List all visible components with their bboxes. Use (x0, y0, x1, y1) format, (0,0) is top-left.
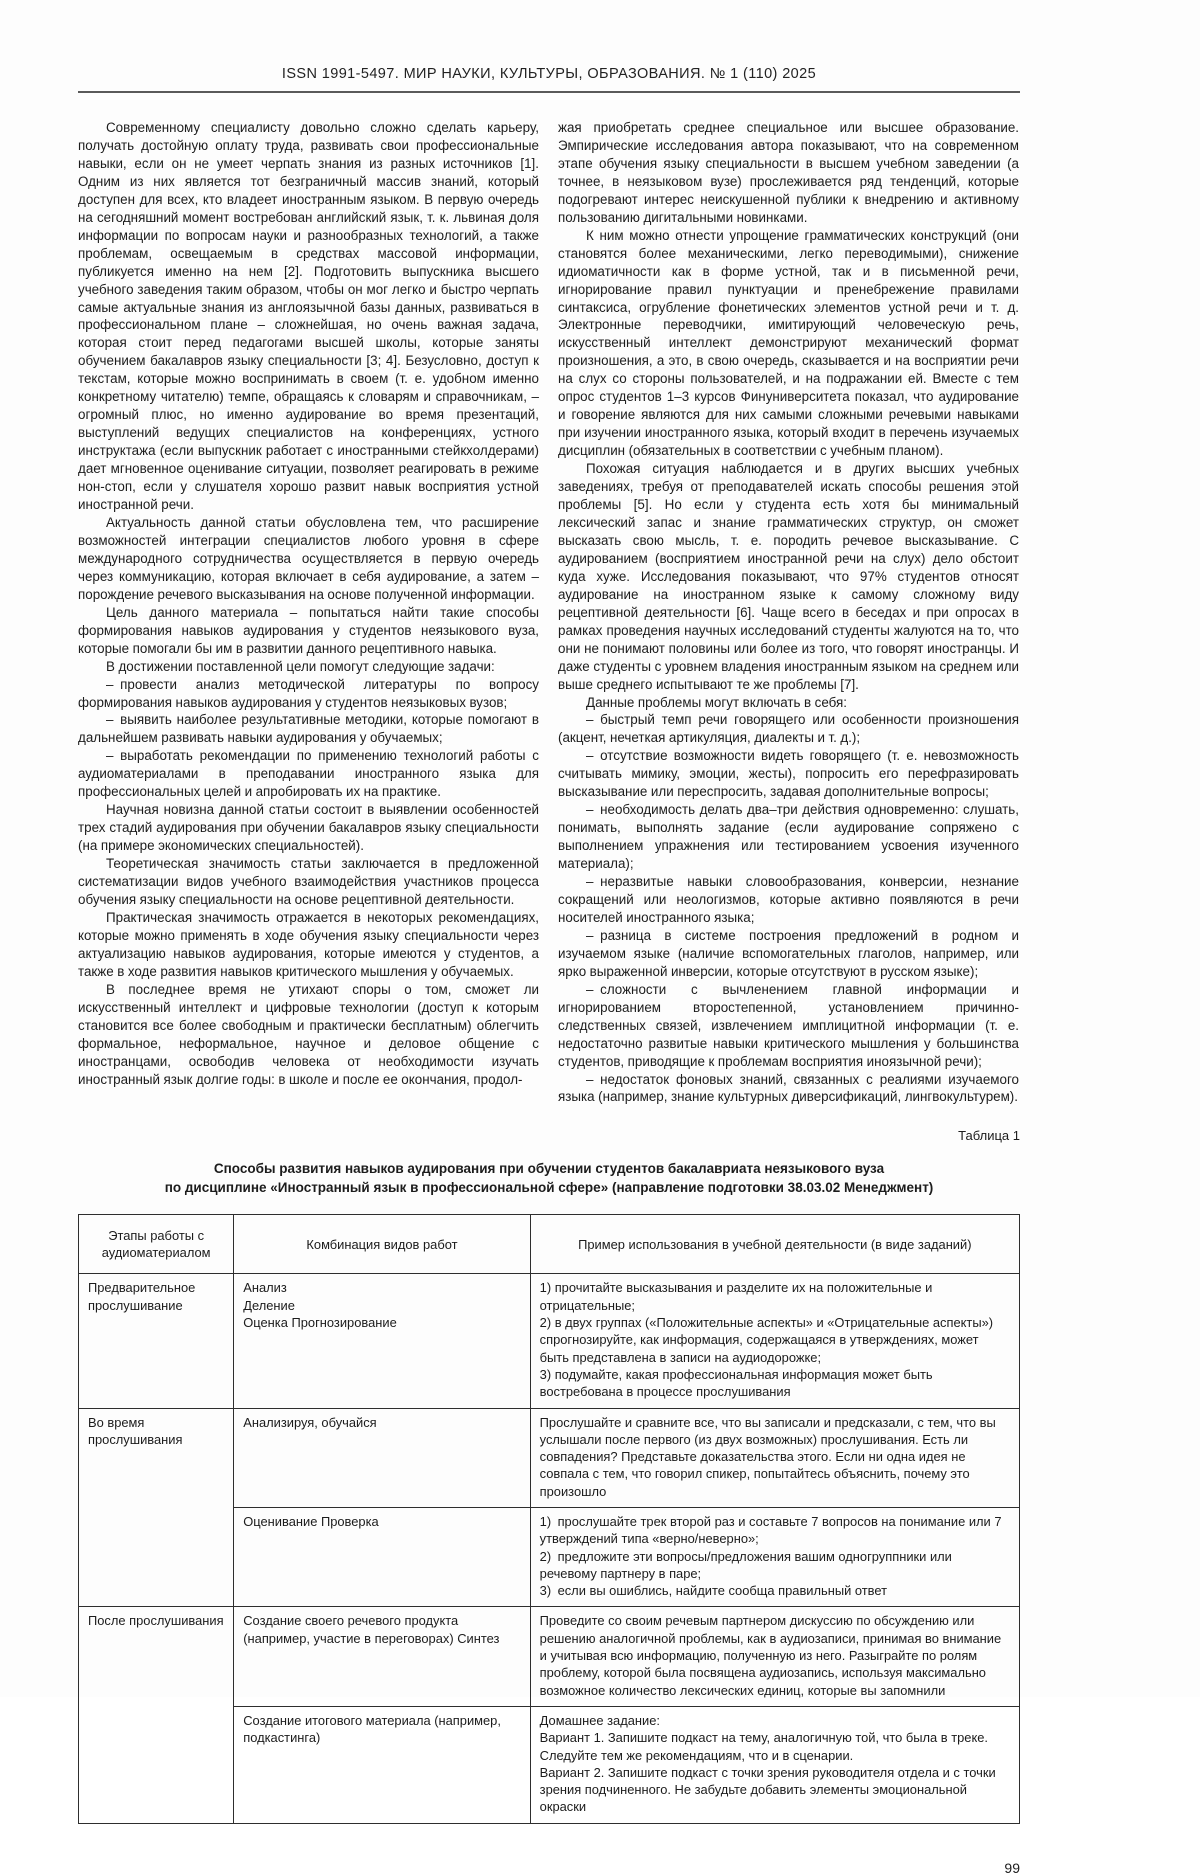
paragraph: К ним можно отнести упрощение грамматических конструкций (они становятся более механическими, легко переводимыми), снижение идиоматичности как в форме устной, так и в письменной речи, игнорирование правил пунктуации и пренебрежение правилами синтаксиса, огрубление фонетических элементов устной речи и т. д. Электронные переводчики, имитирующий человеческую речь, искусственный интеллект демонстрируют механический формат произношения, а это, в свою очередь, сказывается и на восприятии речи на слух со стороны пользователей, и на подражании ей. Вместе с тем опрос студентов 1–3 курсов Финуниверситета показал, что аудирование и говорение являются для них самыми сложными речевыми навыками при изучении иностранного языка, который входит в перечень изучаемых дисциплин (обязательных в соответствии с учебным планом). (558, 227, 1019, 459)
list-item-dash: – сложности с вычленением главной информации и игнорированием второстепенной, установлением причинно-следственных связей, извлечением имплицитной информации (т. е. недостаточно развитые навыки критического мышления у большинства студентов, приводящие к проблемам восприятия иноязычной речи); (558, 981, 1019, 1069)
paragraph: Похожая ситуация наблюдается и в других высших учебных заведениях, требуя от преподавателей искать способы решения этой проблемы [5]. Но если у студента есть хотя бы минимальный лексический запас и знание грамматических структур, он сможет высказать свою мысль, т. е. породить речевое высказывание. С аудированием (восприятием иностранной речи на слух) дело обстоит куда хуже. Исследования показывают, что 97% студентов относят аудирование на иностранном языке к самому сложному виду рецептивной деятельности [6]. Чаще всего в беседах и при опросах в рамках проведения научных исследований студенты жалуются на то, что они не понимают половины или более из того, что говорят иностранцы. И даже студенты с уровнем владения иностранным языком на среднем или выше среднего испытывают те же проблемы [7]. (558, 461, 1019, 692)
cell-stage: После прослушивания (79, 1607, 234, 1823)
methods-table (78, 1214, 1020, 1823)
list-item-dash: – отсутствие возможности видеть говорящего (т. е. невозможность считывать мимику, эмоции, жесты), попросить его перефразировать высказывание или переспросить, задавая дополнительные вопросы; (558, 748, 1019, 800)
table-label: Таблица 1 (958, 1128, 1020, 1144)
cell-combination: Создание итогового материала (например, подкастинга) (234, 1706, 530, 1823)
paragraph: В последнее время не утихают споры о том, сможет ли искусственный интеллект и цифровые технологии (доступ к которым становится все более свободным и практически бесплатным) облегчить формальное, неформальное, научное и деловое общение с иностранцами, освободив человека от необходимости изучать иностранный язык долгие годы: в школе и после ее окончания, продол- (78, 981, 539, 1087)
header-rule (78, 91, 1020, 93)
cell-stage: Предварительное прослушивание (79, 1274, 234, 1408)
journal-header: ISSN 1991-5497. МИР НАУКИ, КУЛЬТУРЫ, ОБРАЗОВАНИЯ. № 1 (110) 2025 (281, 66, 817, 82)
cell-example: 1) прослушайте трек второй раз и составьте 7 вопросов на понимание или 7 утверждений типа «верно/неверно»; 2) предложите эти вопросы/предложения вашим одногруппники или речевому партнеру в паре; 3) если вы ошиблись, найдите сообща правильный ответ (530, 1507, 1019, 1606)
cell-example: 1) прочитайте высказывания и разделите их на положительные и отрицательные; 2) в двух группах («Положительные аспекты» и «Отрицательные аспекты») спрогнозируйте, как информация, содержащаяся в утверждениях, может быть представлена в записи на аудиодорожке; 3) подумайте, какая профессиональная информация может быть востребована в процессе прослушивания (530, 1274, 1019, 1408)
paragraph: В достижении поставленной цели помогут следующие задачи: (106, 658, 495, 674)
list-item-dash: – выработать рекомендации по применению технологий работы с аудиоматериалами в преподавании иностранного языка для профессиональных целей и апробировать их на практике. (78, 748, 539, 800)
paragraph: Современному специалисту довольно сложно сделать карьеру, получать достойную оплату труда, развивать свои профессиональные навыки, если он не умеет черпать знания из разных источников [1]. Одним из них является тот безграничный массив знаний, который доступен для всех, кто владеет иностранным языком. В первую очередь на сегодняшний момент востребован английский язык, т. к. львиная доля информации по вопросам науки и разнообразных технологий, а также проблемам, освещаемым в средствах массовой информации, публикуется именно на нем [2]. Подготовить выпускника высшего учебного заведения таким образом, чтобы он мог легко и быстро черпать самые актуальные знания из англоязычной базы данных, развиваться в профессиональном плане – сложнейшая, но очень важная задача, которая стоит перед педагогами высшей школы, которые заняты обучением бакалавров языку специальности [3; 4]. Безусловно, доступ к текстам, которые можно воспринимать в своем (т. е. удобном именно конкретному читателю) темпе, обращаясь к словарям и справочникам, – огромный плюс, но именно аудирование во время презентаций, выступлений ведущих специалистов на конференциях, устного инструктажа (если выпускник работает с иностранными стейкхолдерами) дает мгновенное оценивание ситуации, позволяет реагировать в режиме нон-стоп, если у слушателя хорошо развит навык восприятия устной иностранной речи. (78, 120, 539, 513)
paragraph: Цель данного материала – попытаться найти такие способы формирования навыков аудирования у студентов неязыкового вуза, которые помогали бы им в развитии данного рецептивного навыка. (78, 604, 539, 656)
table-row (79, 1274, 1020, 1408)
header-stage: Этапы работы с аудиоматериалом (79, 1215, 234, 1274)
table-caption: Способы развития навыков аудирования при обучении студентов бакалавриата неязыкового вуза по дисциплине «Иностранный язык в профессиональной сфере» (направление подготовки 38.03.02 Менеджмент) (164, 1161, 934, 1196)
cell-combination: Анализируя, обучайся (234, 1408, 530, 1507)
paragraph: Актуальность данной статьи обусловлена тем, что расширение возможностей интеграции специалистов любого уровня в сфере международного сотрудничества осуществляется в первую очередь через коммуникацию, которая включает в себя аудирование, а затем – порождение речевого высказывания на основе полученной информации. (78, 514, 539, 602)
paragraph: Теоретическая значимость статьи заключается в предложенной систематизации видов учебного взаимодействия участников процесса обучения языку специальности на основе рецептивной деятельности. (78, 856, 539, 907)
list-item-dash: – необходимость делать два–три действия одновременно: слушать, понимать, выполнять задание (если аудирование сопряжено с выполнением упражнения или тестированием усвоения изученного материала); (558, 802, 1019, 872)
paragraph-continuation: жая приобретать среднее специальное или высшее образование. Эмпирические исследования автора показывают, что на современном этапе обучения языку специальности в высшем учебном заведении (а точнее, в неязыковом вузе) прослеживается ряд тенденций, которые подогревают интерес неискушенной публики к внедрению и активному пользованию дигитальными новинками. (558, 120, 1019, 225)
list-item-dash: – провести анализ методической литературы по вопросу формирования навыков аудирования у студентов неязыковых вузов; (78, 676, 539, 710)
list-item-dash: – неразвитые навыки словообразования, конверсии, незнание сокращений или неологизмов, которые активно появляются в речи носителей иностранного языка; (558, 874, 1019, 925)
paragraph: Научная новизна данной статьи состоит в выявлении особенностей трех стадий аудирования при обучении бакалавров языку специальности (на примере экономических специальностей). (78, 802, 539, 854)
cell-example: Домашнее задание: Вариант 1. Запишите подкаст на тему, аналогичную той, что была в треке. Следуйте тем же рекомендациям, что и в сценарии. Вариант 2. Запишите подкаст с точки зрения руководителя отдела и с точки зрения подчиненного. Не забудьте добавить элементы эмоциональной окраски (530, 1706, 1019, 1823)
cell-example: Проведите со своим речевым партнером дискуссию по обсуждению или решению аналогичной проблемы, как в аудиозаписи, принимая во внимание и учитывая всю информацию, полученную из него. Разыграйте по ролям проблему, которой была посвящена аудиозапись, используя максимально возможное количество лексических единиц, которые вы запомнили (530, 1607, 1019, 1706)
header-example: Пример использования в учебной деятельности (в виде заданий) (530, 1215, 1019, 1274)
column-right (558, 119, 1019, 1106)
table-header-row (79, 1215, 1020, 1274)
list-item-dash: – недостаток фоновых знаний, связанных с реалиями изучаемого языка (например, знание культурных диверсификаций, лингвокультурем). (558, 1071, 1019, 1105)
page-content (78, 0, 1020, 1876)
paragraph: Практическая значимость отражается в некоторых рекомендациях, которые можно применять в ходе обучения языку специальности через актуализацию навыков аудирования, которые имеются у студентов, а также в ходе развития навыков критического мышления у обучаемых. (78, 909, 539, 979)
list-item-dash: – выявить наиболее результативные методики, которые помогают в дальнейшем развивать навыки аудирования у обучаемых; (78, 712, 539, 746)
list-item-dash: – быстрый темп речи говорящего или особенности произношения (акцент, нечеткая артикуляция, диалекты и т. д.); (558, 712, 1019, 746)
cell-combination: Оценивание Проверка (234, 1507, 530, 1606)
list-item-dash: – разница в системе построения предложений в родном и изучаемом языке (наличие вспомогательных глаголов, например, или ярко выраженной инверсии, которые отсутствуют в русском языке); (558, 927, 1019, 979)
table-row (79, 1408, 1020, 1507)
cell-example: Прослушайте и сравните все, что вы записали и предсказали, с тем, что вы услышали после первого (из двух возможных) прослушивания. Есть ли совпадения? Представьте доказательства этого. Если ни одна идея не совпала с тем, что говорил спикер, попытайтесь объяснить, почему это произошло (530, 1408, 1019, 1507)
page-number: 99 (1004, 1859, 1020, 1876)
article-columns (78, 119, 1020, 1106)
header-combination: Комбинация видов работ (234, 1215, 530, 1274)
paragraph: Данные проблемы могут включать в себя: (586, 694, 848, 710)
cell-combination: Анализ Деление Оценка Прогнозирование (234, 1274, 530, 1408)
cell-combination: Создание своего речевого продукта (например, участие в переговорах) Синтез (234, 1607, 530, 1706)
column-left (78, 119, 539, 1106)
table-row (79, 1607, 1020, 1706)
cell-stage: Во время прослушивания (79, 1408, 234, 1607)
